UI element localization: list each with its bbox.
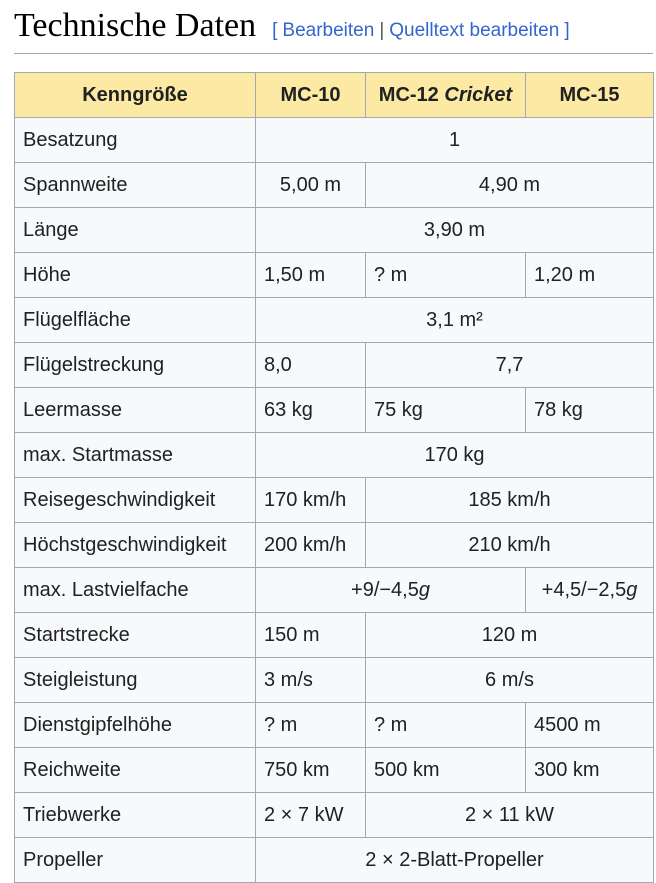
spec-cell: 210 km/h (366, 523, 654, 568)
spec-cell: 2 × 7 kW (256, 793, 366, 838)
header-italic-suffix: Cricket (444, 84, 513, 106)
spec-cell: 3,90 m (256, 208, 654, 253)
edit-link[interactable]: Bearbeiten (282, 20, 375, 41)
spec-cell: 8,0 (256, 343, 366, 388)
spec-cell: ? m (366, 253, 526, 298)
spec-cell: 63 kg (256, 388, 366, 433)
italic-unit: g (418, 579, 430, 601)
italic-unit: g (626, 579, 638, 601)
row-label: Besatzung (15, 118, 256, 163)
table-row (15, 613, 654, 658)
row-label: Höhe (15, 253, 256, 298)
row-label: max. Lastvielfache (15, 568, 256, 613)
specs-table (14, 72, 654, 883)
spec-cell: 4500 m (526, 703, 654, 748)
edit-divider: | (379, 20, 385, 41)
table-row (15, 748, 654, 793)
spec-cell: 5,00 m (256, 163, 366, 208)
table-row (15, 163, 654, 208)
row-label: Reisegeschwindigkeit (15, 478, 256, 523)
spec-cell: 185 km/h (366, 478, 654, 523)
spec-cell: 3 m/s (256, 658, 366, 703)
spec-cell: 1 (256, 118, 654, 163)
edit-section (272, 21, 569, 40)
row-label: Steigleistung (15, 658, 256, 703)
row-label: Reichweite (15, 748, 256, 793)
spec-cell: 500 km (366, 748, 526, 793)
spec-cell: 750 km (256, 748, 366, 793)
spec-cell: ? m (366, 703, 526, 748)
row-label: Triebwerke (15, 793, 256, 838)
table-row (15, 478, 654, 523)
row-label: Propeller (15, 838, 256, 883)
table-row (15, 793, 654, 838)
edit-bracket-open: [ (272, 20, 278, 41)
spec-cell: 75 kg (366, 388, 526, 433)
spec-cell: 300 km (526, 748, 654, 793)
spec-cell: 6 m/s (366, 658, 654, 703)
column-header-mc10: MC-10 (256, 73, 366, 118)
spec-cell: 1,50 m (256, 253, 366, 298)
table-row (15, 658, 654, 703)
page-title: Technische Daten (14, 7, 257, 44)
column-header-mc12-cricket: MC-12 Cricket (366, 73, 526, 118)
spec-cell: 170 km/h (256, 478, 366, 523)
spec-cell: 4,90 m (366, 163, 654, 208)
table-row (15, 118, 654, 163)
spec-cell: 1,20 m (526, 253, 654, 298)
table-row (15, 343, 654, 388)
article-section (14, 4, 653, 883)
row-label: max. Startmasse (15, 433, 256, 478)
table-row (15, 388, 654, 433)
edit-source-link[interactable]: Quelltext bearbeiten (389, 20, 560, 41)
spec-cell: +9/−4,5g (256, 568, 526, 613)
table-row (15, 433, 654, 478)
row-label: Leermasse (15, 388, 256, 433)
table-row (15, 298, 654, 343)
row-label: Flügelstreckung (15, 343, 256, 388)
spec-cell: 120 m (366, 613, 654, 658)
spec-cell: +4,5/−2,5g (526, 568, 654, 613)
row-label: Länge (15, 208, 256, 253)
row-label: Höchstgeschwindigkeit (15, 523, 256, 568)
header-row (15, 73, 654, 118)
edit-bracket-close: ] (564, 20, 570, 41)
spec-cell: 200 km/h (256, 523, 366, 568)
row-label: Dienstgipfelhöhe (15, 703, 256, 748)
row-label: Startstrecke (15, 613, 256, 658)
spec-cell: 3,1 m² (256, 298, 654, 343)
spec-cell: 7,7 (366, 343, 654, 388)
table-row (15, 568, 654, 613)
column-header-kenngroesse: Kenngröße (15, 73, 256, 118)
spec-cell: 2 × 2-Blatt-Propeller (256, 838, 654, 883)
spec-cell: 170 kg (256, 433, 654, 478)
row-label: Flügelfläche (15, 298, 256, 343)
specs-table-body (15, 118, 654, 883)
table-row (15, 838, 654, 883)
row-label: Spannweite (15, 163, 256, 208)
table-row (15, 703, 654, 748)
spec-cell: 78 kg (526, 388, 654, 433)
spec-cell: 150 m (256, 613, 366, 658)
spec-cell: ? m (256, 703, 366, 748)
table-row (15, 523, 654, 568)
section-heading (14, 4, 653, 54)
column-header-mc15: MC-15 (526, 73, 654, 118)
table-row (15, 208, 654, 253)
spec-cell: 2 × 11 kW (366, 793, 654, 838)
table-row (15, 253, 654, 298)
